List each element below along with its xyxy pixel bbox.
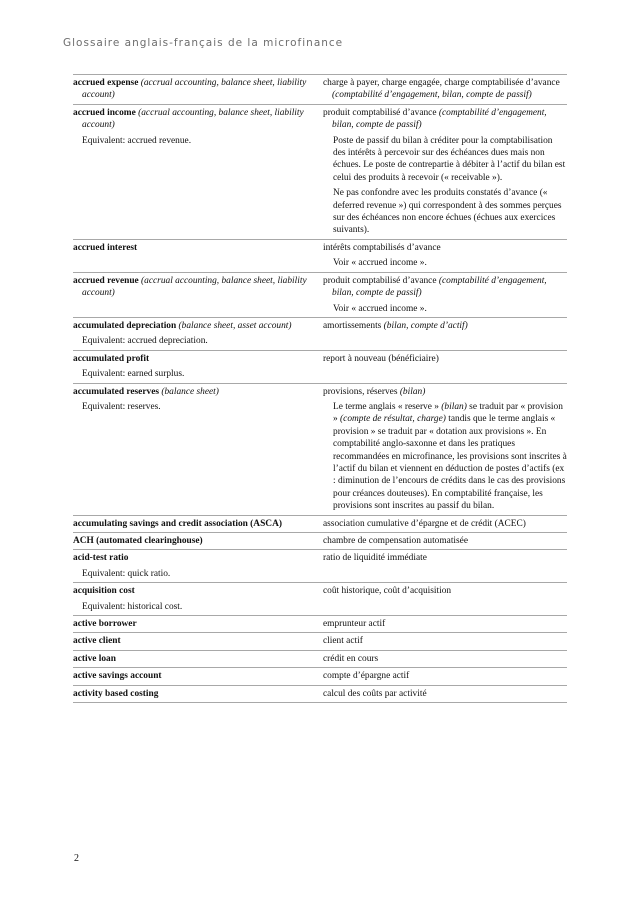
english-term: activity based costing xyxy=(73,688,159,699)
french-term: produit comptabilisé d’avance xyxy=(323,107,437,118)
french-entry xyxy=(323,618,567,630)
french-context: (comptabilité d’engagement, bilan, compte de passif) xyxy=(332,107,547,131)
english-entry xyxy=(73,670,319,682)
english-entry xyxy=(73,552,319,564)
glossary-row xyxy=(73,668,567,685)
french-column xyxy=(323,670,567,682)
definition-note: Poste de passif du bilan à créditer pour la comptabilisation des intérêts à percevoir sur des échéances dues mais non échues. Le poste de contrepartie à débiter à l’actif du bilan est celui des produits à recevoir (« receivable »). xyxy=(333,135,566,183)
french-term: emprunteur actif xyxy=(323,619,386,630)
english-term: accrued expense xyxy=(73,78,139,88)
note-text: se traduit par « provision » xyxy=(333,401,563,425)
english-column xyxy=(73,688,323,700)
glossary-row xyxy=(73,550,567,583)
glossary-row xyxy=(73,651,567,668)
glossary-row xyxy=(73,351,567,384)
french-context: (comptabilité d’engagement, bilan, compte de passif) xyxy=(332,275,547,299)
glossary-row xyxy=(73,75,567,105)
french-entry xyxy=(323,275,567,300)
french-context: (bilan) xyxy=(399,386,426,397)
english-context: (balance sheet) xyxy=(161,386,219,397)
english-term: accumulated profit xyxy=(73,353,150,364)
french-term: calcul des coûts par activité xyxy=(323,688,427,699)
french-context: (comptabilité d’engagement, bilan, compte de passif) xyxy=(332,90,532,101)
english-term: accrued revenue xyxy=(73,275,139,286)
english-column xyxy=(73,77,323,102)
french-column xyxy=(323,635,567,647)
english-entry xyxy=(73,688,319,700)
french-column xyxy=(323,518,567,530)
french-term: provisions, réserves xyxy=(323,386,398,397)
english-column xyxy=(73,386,323,513)
english-term: active loan xyxy=(73,653,116,664)
glossary-row xyxy=(73,273,567,318)
english-entry xyxy=(73,353,319,365)
french-column xyxy=(323,242,567,270)
see-also-note: Voir « accrued income ». xyxy=(333,303,427,314)
glossary-row xyxy=(73,633,567,650)
french-column xyxy=(323,535,567,547)
french-entry xyxy=(323,585,567,597)
equivalent-note: Equivalent: earned surplus. xyxy=(82,369,185,380)
french-entry xyxy=(323,635,567,647)
see-also-note: Voir « accrued income ». xyxy=(333,258,427,269)
french-entry xyxy=(323,552,567,564)
english-context: (accrual accounting, balance sheet, liability account) xyxy=(82,275,307,299)
english-term: accumulated depreciation xyxy=(73,320,177,331)
definition-note xyxy=(323,401,567,513)
french-term: association cumulative d’épargne et de crédit (ACEC) xyxy=(323,518,526,529)
french-entry xyxy=(323,518,567,530)
glossary-row xyxy=(73,105,567,240)
french-term: intérêts comptabilisés d’avance xyxy=(323,242,441,253)
equivalent-note: Equivalent: reserves. xyxy=(82,401,161,412)
english-entry xyxy=(73,585,319,597)
english-entry xyxy=(73,107,319,132)
glossary-table xyxy=(73,74,567,703)
french-entry xyxy=(323,77,567,102)
note-text: Le terme anglais « reserve » xyxy=(333,401,442,412)
english-column xyxy=(73,353,323,381)
english-column xyxy=(73,535,323,547)
french-column xyxy=(323,353,567,381)
french-term: report à nouveau (bénéficiaire) xyxy=(323,353,439,364)
english-term: acid-test ratio xyxy=(73,553,129,564)
french-term: compte d’épargne actif xyxy=(323,671,410,682)
note-text: tandis que le terme anglais « provision » se traduit par « dotation aux provisions ». En comptabilité anglo-saxonne et dans les pratiques recommandées en microfinance, les provisions sont inscrites à l’actif du bilan et viennent en déduction de postes d’actifs (ex : diminution de l’encours de crédits dans le cas des provisions pour créances douteuses). En comptabilité française, les provisions sont inscrites au passif du bilan. xyxy=(333,414,567,512)
french-column xyxy=(323,552,567,580)
glossary-row xyxy=(73,516,567,533)
english-term: accrued interest xyxy=(73,242,138,253)
glossary-row xyxy=(73,240,567,273)
english-column xyxy=(73,635,323,647)
french-column xyxy=(323,618,567,630)
french-entry xyxy=(323,653,567,665)
french-entry xyxy=(323,688,567,700)
equivalent-note: Equivalent: accrued depreciation. xyxy=(82,336,208,347)
french-term: produit comptabilisé d’avance xyxy=(323,275,437,286)
english-term: accrued income xyxy=(73,107,136,118)
french-column xyxy=(323,275,567,315)
english-entry xyxy=(73,320,319,332)
french-entry xyxy=(323,242,567,254)
french-term: crédit en cours xyxy=(323,653,379,664)
english-entry xyxy=(73,635,319,647)
english-column xyxy=(73,552,323,580)
glossary-row xyxy=(73,686,567,703)
page-number: 2 xyxy=(74,853,79,864)
english-context: (accrual accounting, balance sheet, liability account) xyxy=(82,78,307,101)
english-context: (accrual accounting, balance sheet, liability account) xyxy=(82,107,304,131)
english-term: active client xyxy=(73,636,121,647)
english-term: accumulated reserves xyxy=(73,386,159,397)
french-entry xyxy=(323,670,567,682)
french-column xyxy=(323,320,567,348)
english-entry xyxy=(73,518,319,530)
french-entry xyxy=(323,353,567,365)
glossary-row xyxy=(73,533,567,550)
english-column xyxy=(73,518,323,530)
english-context: (balance sheet, asset account) xyxy=(178,320,292,331)
french-term: amortissements xyxy=(323,320,382,331)
french-term: chambre de compensation automatisée xyxy=(323,536,468,546)
english-column xyxy=(73,107,323,237)
french-entry xyxy=(323,107,567,132)
french-column xyxy=(323,688,567,700)
english-column xyxy=(73,585,323,613)
equivalent-note: Equivalent: quick ratio. xyxy=(82,568,171,579)
french-entry xyxy=(323,535,567,547)
french-term: ratio de liquidité immédiate xyxy=(323,553,427,564)
english-column xyxy=(73,242,323,270)
equivalent-note: Equivalent: accrued revenue. xyxy=(82,135,192,146)
english-term: accumulating savings and credit association (ASCA) xyxy=(73,518,282,529)
note-context: (compte de résultat, charge) xyxy=(340,414,446,425)
english-term: active savings account xyxy=(73,671,162,682)
french-context: (bilan, compte d’actif) xyxy=(383,320,468,331)
french-column xyxy=(323,107,567,237)
english-term: acquisition cost xyxy=(73,586,135,597)
french-column xyxy=(323,585,567,613)
english-entry xyxy=(73,77,319,102)
english-entry xyxy=(73,653,319,665)
definition-note: Ne pas confondre avec les produits constatés d’avance (« deferred revenue ») qui correspondent à des sommes perçues sur des échéances non encore échues (échues aux exercices suivants). xyxy=(333,188,562,236)
french-column xyxy=(323,653,567,665)
english-entry xyxy=(73,535,319,547)
glossary-row xyxy=(73,318,567,351)
french-term: client actif xyxy=(323,636,363,647)
french-entry xyxy=(323,320,567,332)
equivalent-note: Equivalent: historical cost. xyxy=(82,601,183,612)
english-column xyxy=(73,670,323,682)
french-column xyxy=(323,386,567,513)
english-column xyxy=(73,653,323,665)
french-column xyxy=(323,77,567,102)
english-column xyxy=(73,618,323,630)
glossary-row xyxy=(73,384,567,516)
english-term: ACH (automated clearinghouse) xyxy=(73,536,203,546)
english-column xyxy=(73,320,323,348)
glossary-row xyxy=(73,616,567,633)
english-entry xyxy=(73,275,319,300)
english-entry xyxy=(73,618,319,630)
note-context: (bilan) xyxy=(441,401,467,412)
french-term: charge à payer, charge engagée, charge comptabilisée d’avance xyxy=(323,78,560,88)
english-entry xyxy=(73,386,319,398)
page-header: Glossaire anglais-français de la microfinance xyxy=(63,37,344,49)
french-entry xyxy=(323,386,567,398)
english-entry xyxy=(73,242,319,254)
glossary-row xyxy=(73,583,567,616)
english-term: active borrower xyxy=(73,619,137,630)
english-column xyxy=(73,275,323,315)
french-term: coût historique, coût d’acquisition xyxy=(323,586,452,597)
